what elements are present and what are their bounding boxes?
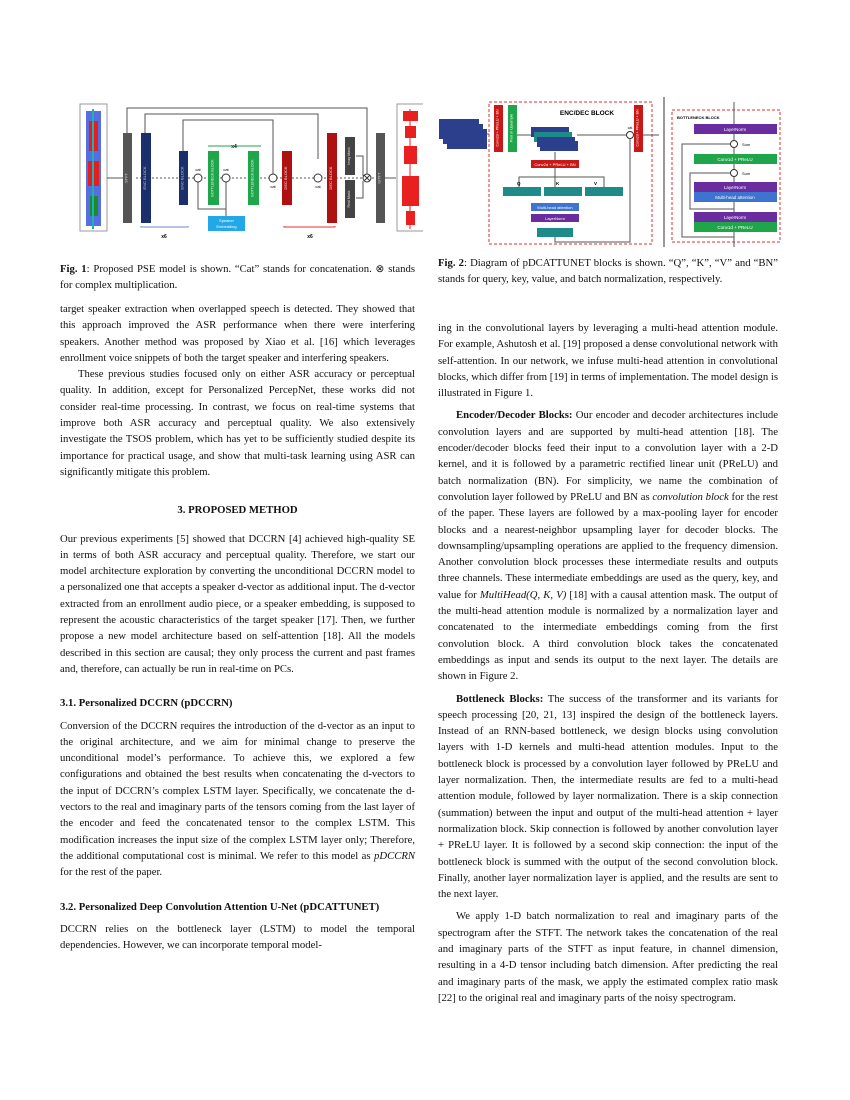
sum-node xyxy=(731,141,738,148)
cat-label: cat xyxy=(270,184,276,189)
paragraph-text: Our encoder and decoder architectures include convolution layers and are supported by multi-head attention [18]. The encoder/decoder blocks feed their input to a convolution layer with a 2-D kernel, and it is followed by a parametric rectified linear unit (PReLU) and batch normalization (BN). For simplicity, we name the combination of convolution layer followed by PReLU and BN as xyxy=(438,409,778,503)
stft-label: STFT xyxy=(123,173,129,183)
enc-block-label: ENC BLOCK xyxy=(179,166,185,190)
paragraph-heading: Encoder/Decoder Blocks: xyxy=(456,409,573,422)
paragraph xyxy=(438,407,778,684)
query-block xyxy=(503,187,541,196)
x6-label: x6 xyxy=(307,234,313,240)
sum-label: Sum xyxy=(742,171,751,176)
cat-label: cat xyxy=(627,126,633,130)
left-column xyxy=(60,301,415,953)
k-label: K xyxy=(556,181,560,186)
paragraph: ing in the convolutional layers by leveraging a multi-head attention module. For example, Ashutosh et al. [19] proposed a dense convolutional network with self-attention. In our network, we infuse multi-head attention in convolutional blocks, which differ from [19] in terms of implementation. The model design is illustrated in Figure 1. xyxy=(438,322,778,400)
concat-node xyxy=(269,174,277,182)
paragraph xyxy=(438,691,778,903)
layernorm-label: LayerNorm xyxy=(723,127,747,132)
conv-label: Conv2d + PReLU + BN xyxy=(635,109,640,147)
sum-node xyxy=(731,170,738,177)
caption-text: : Diagram of pDCATTUNET blocks is shown. “Q”, “K”, “V” and “BN” stands for query, key, value, and batch normalization, respectively. xyxy=(438,257,778,286)
istft-label: iSTFT xyxy=(376,172,382,184)
v-label: V xyxy=(594,181,598,186)
sum-label: Sum xyxy=(742,142,751,147)
right-column xyxy=(438,320,778,1006)
figure-1-diagram xyxy=(78,101,423,241)
paragraph: DCCRN relies on the bottleneck layer (LSTM) to model the temporal dependencies. However, we can incorporate temporal model- xyxy=(60,922,415,952)
paragraph: These previous studies focused only on either ASR accuracy or perceptual quality. In addition, except for Personalized PercepNet, these works did not consider real-time processing. In contrast, we focus on real-time systems that improve both ASR accuracy and perceptual quality. We also extensively investigate the TSOS problem, which has yet to be sufficiently studied despite its importance for practical usage, and show that multi-task learning using ASR can significantly mitigate this problem. xyxy=(60,368,415,478)
enc-block-label: ENC BLOCK xyxy=(142,166,147,190)
concat-node xyxy=(314,174,322,182)
dec-block-label: DEC BLOCK xyxy=(328,166,333,190)
model-name: pDCCRN xyxy=(374,849,415,862)
layernorm-label: LayerNorm xyxy=(545,216,565,221)
q-label: Q xyxy=(517,181,521,186)
figure-2-caption xyxy=(438,255,778,288)
dec-block-label: DEC BLOCK xyxy=(283,166,288,190)
paragraph-text: [18] with a causal attention mask. The output of the multi-head attention module is normalized by a normalization layer and concatenated to the intermediate embeddings coming from the first convolution block. A third convolution block takes the concatenated embeddings as input and sends its output to the next layer. The details are shown in Figure 2. xyxy=(438,588,778,683)
conv-label: Conv2d + PReLU + BN xyxy=(495,109,500,147)
paragraph-text: for the rest of the paper. xyxy=(60,866,163,879)
x6-label: x6 xyxy=(161,234,167,240)
imag-mask-label: Imag Mask xyxy=(347,147,351,165)
cat-label: cat xyxy=(315,184,321,189)
subsection-heading: 3.1. Personalized DCCRN (pDCCRN) xyxy=(60,697,233,710)
key-block xyxy=(544,187,582,196)
subsection-heading: 3.2. Personalized Deep Convolution Attention U-Net (pDCATTUNET) xyxy=(60,900,380,913)
math-expression: MultiHead(Q, K, V) xyxy=(479,588,567,601)
pool-label: Pool or Upsample xyxy=(509,113,514,143)
x4-label: x4 xyxy=(231,144,237,150)
enc-dec-title: ENC/DEC BLOCK xyxy=(559,110,615,117)
cat-label: cat xyxy=(195,167,201,172)
mha-label: Multi-head attention xyxy=(537,205,573,210)
x6-enc-bracket xyxy=(141,226,188,227)
layernorm-label: LayerNorm xyxy=(723,215,747,220)
paragraph: target speaker extraction when overlapped speech is detected. They showed that this approach improved the ASR performance when there were interfering speakers. Another method was proposed by Xiao et al. [16] which leverages enrollment voice snippets of both the target speaker and interfering speakers. xyxy=(60,303,415,364)
paragraph: Our previous experiments [5] showed that DCCRN [4] achieved high-quality SE in terms of both ASR accuracy and perceptual quality. Therefore, we start our model architecture exploration by converting the unconditional DCCRN model to a personalized one that accepts a speaker d-vector as additional input. The d-vector extracted from an enrollment audio piece, or a speaker embedding, is supposed to represent the acoustic characteristics of the target speaker [17]. Then, we further propose a new model architecture based on self-attention [18]. All the models described in this section are causal; they only process the current and past frames and, therefore, can actually be run in real-time on PCs. xyxy=(60,532,416,675)
paragraph-text: for the rest of the paper. These layers are followed by a max-pooling layer for encoder blocks and a nearest-neighbor upsampling layer for decoder blocks. The downsampling/upsampling operations are applied to the frequency dimension. Another convolution block processes these intermediate results and outputs three channels. These intermediate embeddings are used as the query, key, and value for xyxy=(438,490,779,601)
conv-label: Conv2d + PReLU + BN xyxy=(534,162,576,167)
mha-label: Multi-head attention xyxy=(715,195,755,200)
paragraph-text: Conversion of the DCCRN requires the introduction of the d-vector as an input to the original architecture, and we aim for minimal change to preserve the unconditional model’s performance. To achieve this, we explored a few configurations and obtained the best results when concatenating the d-vectors to the input of DCCRN’s complex LSTM layer. Specifically, we concatenate the d-vectors to the real and imaginary parts of the tensors coming from the last layer of the encoder and feed the concatenated tensor to the complex LSTM. This modification increases the input size of the complex LSTM layer only; Therefore, the additional computational cost is minimal. We refer to this model as xyxy=(60,719,415,862)
input-waveform-signal xyxy=(86,109,101,229)
real-mask-label: Real Mask xyxy=(347,190,351,208)
caption-text: : Proposed PSE model is shown. “Cat” stands for concatenation. ⊗ stands for complex multiplication. xyxy=(60,263,415,292)
concat-node xyxy=(194,174,202,182)
intermediate-feature-maps xyxy=(531,127,578,151)
value-block xyxy=(585,187,623,196)
output-feature-block xyxy=(537,228,573,237)
layernorm-label: LayerNorm xyxy=(723,185,747,190)
figure-1-caption xyxy=(60,261,415,294)
embedding-label: Embedding xyxy=(216,224,237,229)
conv1d-label: Conv1d + PReLU xyxy=(717,225,753,230)
speaker-label: Speaker xyxy=(219,218,234,223)
concat-node xyxy=(222,174,230,182)
input-feature-maps xyxy=(439,119,487,149)
paragraph-heading: Bottleneck Blocks: xyxy=(456,692,544,705)
cat-label: cat xyxy=(223,167,229,172)
bottleneck-label: BOTTLENECK BLOCK xyxy=(210,159,215,197)
paragraph xyxy=(60,718,415,881)
caption-label: Fig. 2 xyxy=(438,257,464,269)
emphasis: convolution block xyxy=(652,490,729,503)
x6-dec-bracket xyxy=(284,226,335,227)
bottleneck-title: BOTTLENECK BLOCK xyxy=(677,115,720,120)
conv1d-label: Conv1d + PReLU xyxy=(717,157,753,162)
paragraph: We apply 1-D batch normalization to real and imaginary parts of the spectrogram after the STFT. The network takes the concatenation of the real and imaginary parts of the STFT as input feature, in channel dimension, resulting in a 4-D tensor including batch dimension. After predicting the real and imaginary parts of the mask, we apply the estimated complex ratio mask [22] to the original real and imaginary parts of the noisy spectrogram. xyxy=(438,910,778,1004)
section-heading: 3. PROPOSED METHOD xyxy=(177,504,298,517)
concat-node xyxy=(627,132,634,139)
bottleneck-label: BOTTLENECK BLOCK xyxy=(250,159,255,197)
caption-label: Fig. 1 xyxy=(60,263,87,275)
figure-2-diagram xyxy=(437,97,782,247)
paragraph-text: The success of the transformer and its variants for speech processing [20, 21, 13] inspired the design of the bottleneck layers. Instead of an RNN-based bottleneck, we design blocks using convolution layers with 1-D kernels and multi-head attention modules. Input to the bottleneck block is processed by a convolution layer followed by PReLU and layer normalization. Then, the intermediate results are fed to a multi-head attention module, followed by layer normalization. There is a skip connection (summation) between the input and output of the multi-head attention + layer normalization block. Skip connection is followed by another convolution layer + PReLU layer. It is followed by a second skip connection: the input of the bottleneck block is summed with the output of the second convolution block. Finally, another layer normalization layer is applied, and the results are sent to the next layer. xyxy=(438,692,778,901)
